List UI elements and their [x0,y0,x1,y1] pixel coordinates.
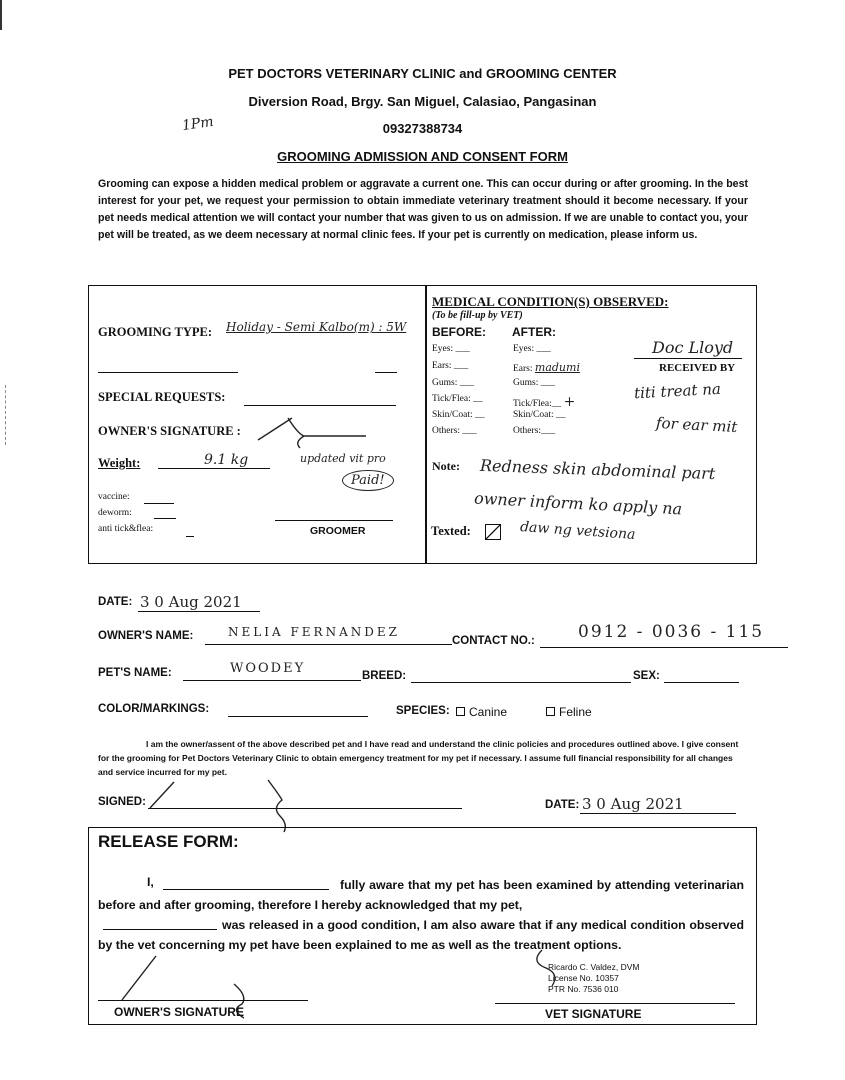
weight-note: updated vit pro [300,452,386,465]
before-skin-label: Skin/Coat: [432,410,473,420]
after-tick-label: Tick/Flea: [513,399,552,409]
signed-label: SIGNED: [98,796,146,808]
canine-label: Canine [469,705,508,719]
page-edge-mark [0,0,2,30]
before-tick-label: Tick/Flea: [432,394,471,404]
special-requests-label: SPECIAL REQUESTS: [98,390,226,404]
contact-label: CONTACT NO.: [452,635,535,647]
date-value[interactable]: 3 0 Aug 2021 [140,593,242,611]
before-skin[interactable]: Skin/Coat: __ [432,410,485,420]
owner-signature-scribble [254,412,374,452]
release-text-2: was released in a good condition, I am also aware that if any medical condition observed by the vet concerning my pet have been explained to me as well as the treatment options. [98,918,744,952]
clinic-name: PET DOCTORS VETERINARY CLINIC and GROOMING CENTER [228,66,617,81]
medical-subtitle: (To be fill-up by VET) [432,310,523,321]
vet-stamp-name: Ricardo C. Valdez, DVM [548,962,640,972]
owner-name-value[interactable]: NELIA FERNANDEZ [228,625,400,639]
sex-field[interactable] [664,682,739,683]
blank-line-1 [98,372,238,373]
release-i-label: I, [147,875,154,889]
time-note: 1Pm [181,113,215,135]
owner-signature-label: OWNER'S SIGNATURE : [98,424,241,438]
clinic-address: Diversion Road, Brgy. San Miguel, Calasiao, Pangasinan [248,94,597,109]
signed-date-value[interactable]: 3 0 Aug 2021 [582,795,684,813]
vaccine-label: vaccine: [98,492,130,502]
owner-name-line [205,644,452,645]
after-gums-label: Gums: [513,378,539,388]
after-ears-label: Ears: [513,364,533,374]
before-eyes[interactable]: Eyes: ___ [432,344,470,354]
after-ears-value: madumi [534,361,580,374]
color-field[interactable] [228,716,368,717]
groomer-line [275,520,393,521]
vet-sig-label: VET SIGNATURE [545,1007,642,1021]
medical-title: MEDICAL CONDITION(S) OBSERVED: [432,294,669,309]
note-line-1: Redness skin abdominal part [479,455,716,484]
groomer-label: GROOMER [310,525,366,537]
color-label: COLOR/MARKINGS: [98,703,210,715]
note-label: Note: [432,459,460,473]
consent-text: I am the owner/assent of the above described pet and I have read and understand the clinic policies and procedures outlined above. I give consent for the grooming for Pet Doctors Veterinary Clinic to obtain emergency treatment for my pet if necessary. I assume full financial responsibility for all changes and service incurred for my pet. [98,739,739,777]
after-ears[interactable] [513,361,580,374]
before-others[interactable]: Others: ___ [432,426,477,436]
feline-checkbox[interactable] [546,707,555,716]
side-note-1: titi treat na [633,379,722,403]
after-tick[interactable]: Tick/Flea:__ + [513,394,576,410]
owner-name-label: OWNER'S NAME: [98,630,194,642]
after-tick-value: + [563,394,576,410]
sex-label: SEX: [633,670,660,682]
after-others-label: Others: [513,426,541,436]
pet-name-value[interactable]: WOODEY [230,661,306,676]
paid-note: Paid! [342,470,394,491]
texted-checkbox[interactable] [485,524,501,540]
form-title: GROOMING ADMISSION AND CONSENT FORM [277,149,568,164]
before-tick[interactable]: Tick/Flea: __ [432,394,483,404]
weight-line [158,468,270,469]
weight-label: Weight: [98,456,141,470]
vet-signature-scribble [522,942,602,992]
grooming-type-value[interactable]: Holiday - Semi Kalbo(m) : 5W [226,320,407,334]
breed-label: BREED: [362,670,407,682]
check-mark-icon [485,524,501,540]
box-divider [425,286,427,563]
after-gums[interactable]: Gums: ___ [513,378,555,388]
before-gums[interactable]: Gums: ___ [432,378,474,388]
after-others[interactable]: Others:___ [513,426,556,436]
note-line-2: owner inform ko apply na [473,488,683,519]
deworm-label: deworm: [98,508,132,518]
texted-label: Texted: [431,524,471,538]
species-label: SPECIES: [396,705,450,717]
intro-text: Grooming can expose a hidden medical problem or aggravate a current one. This can occur during or after grooming. In the best interest for your pet, we request your permission to obtain immediate veterinary treatment should it become necessary. If your pet needs medical attention we will contact your number that was given to us on admission. If we are unable to contact you, your pet will be treated, as we deem necessary at normal clinic fees. If your pet is currently on medication, please inform us. [98,178,748,241]
pet-name-line [183,680,361,681]
weight-value[interactable]: 9.1 kg [204,452,249,468]
feline-label: Feline [559,705,592,719]
owner-sig-label: OWNER'S SIGNATURE [114,1005,244,1019]
received-by-line [634,358,742,359]
after-skin[interactable]: Skin/Coat: __ [513,410,566,420]
note-line-3: daw ng vetsiona [519,518,636,544]
after-skin-label: Skin/Coat: [513,410,554,420]
vet-stamp-ptr: PTR No. 7536 010 [548,984,619,994]
contact-line [540,647,788,648]
canine-option[interactable] [456,705,507,719]
release-title: RELEASE FORM: [98,832,239,851]
release-text-1: fully aware that my pet has been examined by attending veterinarian before and after grooming, therefore I hereby acknowledged that my pet, [98,878,744,912]
after-label: AFTER: [512,325,556,339]
before-ears[interactable]: Ears: ___ [432,361,469,371]
blank-line-2 [375,372,397,373]
contact-value[interactable]: 0912 - 0036 - 115 [578,622,765,642]
after-eyes[interactable]: Eyes: ___ [513,344,551,354]
signed-date-label: DATE: [545,799,580,811]
received-by-label: RECEIVED BY [659,362,736,374]
owner-sig-line [98,1000,308,1001]
before-gums-label: Gums: [432,378,458,388]
clinic-phone: 09327388734 [382,121,463,136]
breed-field[interactable] [411,682,631,683]
vet-sig-line [495,1003,735,1004]
grooming-type-label: GROOMING TYPE: [98,325,213,339]
special-requests-field[interactable] [244,405,396,406]
page-edge-bracket [0,385,6,445]
before-eyes-label: Eyes: [432,344,454,354]
after-eyes-label: Eyes: [513,344,535,354]
before-others-label: Others: [432,426,460,436]
deworm-field[interactable] [154,518,176,519]
date-label: DATE: [98,596,133,608]
received-by-name: Doc Lloyd [652,338,734,357]
antitick-field[interactable] [186,536,194,537]
vaccine-field[interactable] [144,503,174,504]
before-ears-label: Ears: [432,361,452,371]
side-note-2: for ear mit [655,413,738,437]
date-line [138,611,260,612]
pet-name-label: PET'S NAME: [98,667,172,679]
feline-option[interactable] [546,705,592,719]
before-label: BEFORE: [432,325,486,339]
vet-stamp-license: License No. 10357 [548,973,619,983]
signed-date-line [580,813,736,814]
antitick-label: anti tick&flea: [98,524,154,534]
canine-checkbox[interactable] [456,707,465,716]
